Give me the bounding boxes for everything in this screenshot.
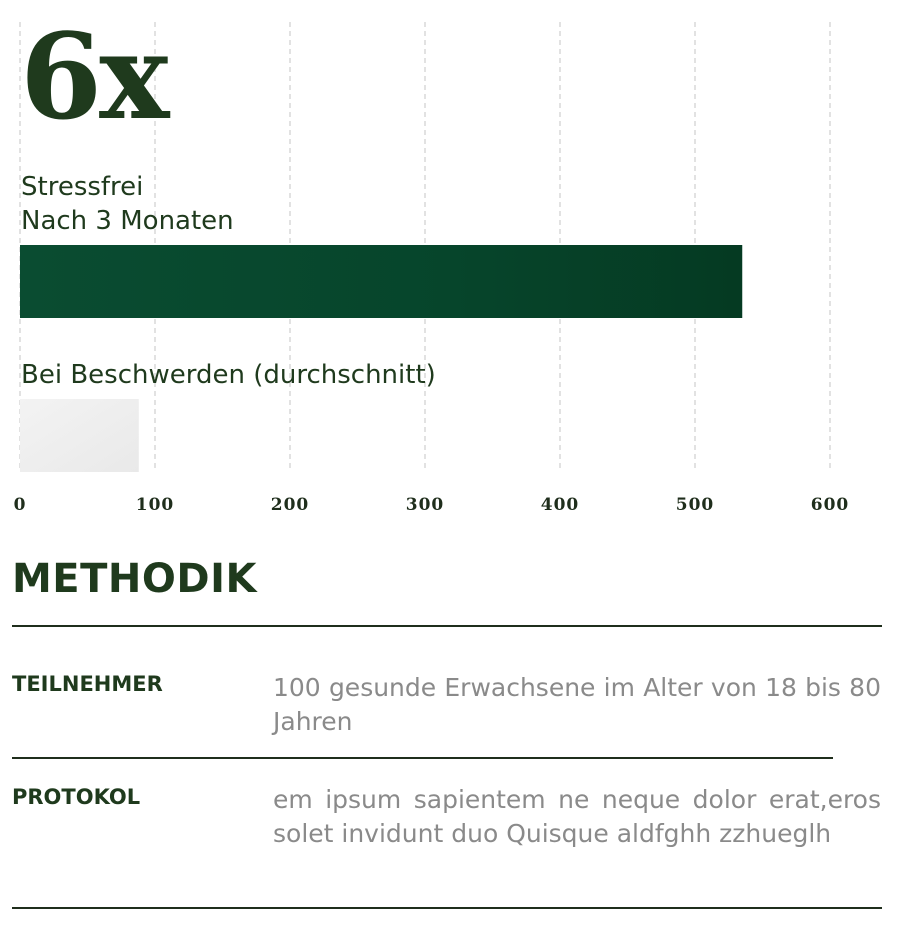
divider-bottom [12, 907, 882, 909]
x-tick-label-300: 300 [405, 495, 445, 515]
x-tick-label-200: 200 [270, 495, 310, 515]
x-tick-label-600: 600 [810, 495, 850, 515]
row-label-protokol: PROTOKOL [12, 785, 141, 809]
bar-stressfrei [20, 245, 742, 318]
category-label-beschwerden: Bei Beschwerden (durchschnitt) [21, 360, 436, 390]
x-tick-label-100: 100 [135, 495, 175, 515]
x-tick-label-0: 0 [13, 495, 27, 515]
section-title-methodik: METHODIK [12, 556, 257, 602]
x-tick-label-500: 500 [675, 495, 715, 515]
divider-middle [12, 757, 833, 759]
row-text-protokol: em ipsum sapientem ne neque dolor erat,eros solet invidunt duo Quisque aldfghh zzhueglh [273, 785, 881, 848]
bar-beschwerden [20, 399, 139, 472]
headline-stat: 6x [20, 7, 167, 146]
x-tick-label-400: 400 [540, 495, 580, 515]
category-label-stressfrei: Stressfrei Nach 3 Monaten [21, 172, 234, 236]
row-text-teilnehmer: 100 gesunde Erwachsene im Alter von 18 bis 80 Jahren [273, 673, 881, 736]
row-label-teilnehmer: TEILNEHMER [12, 672, 163, 696]
divider-top [12, 625, 882, 627]
